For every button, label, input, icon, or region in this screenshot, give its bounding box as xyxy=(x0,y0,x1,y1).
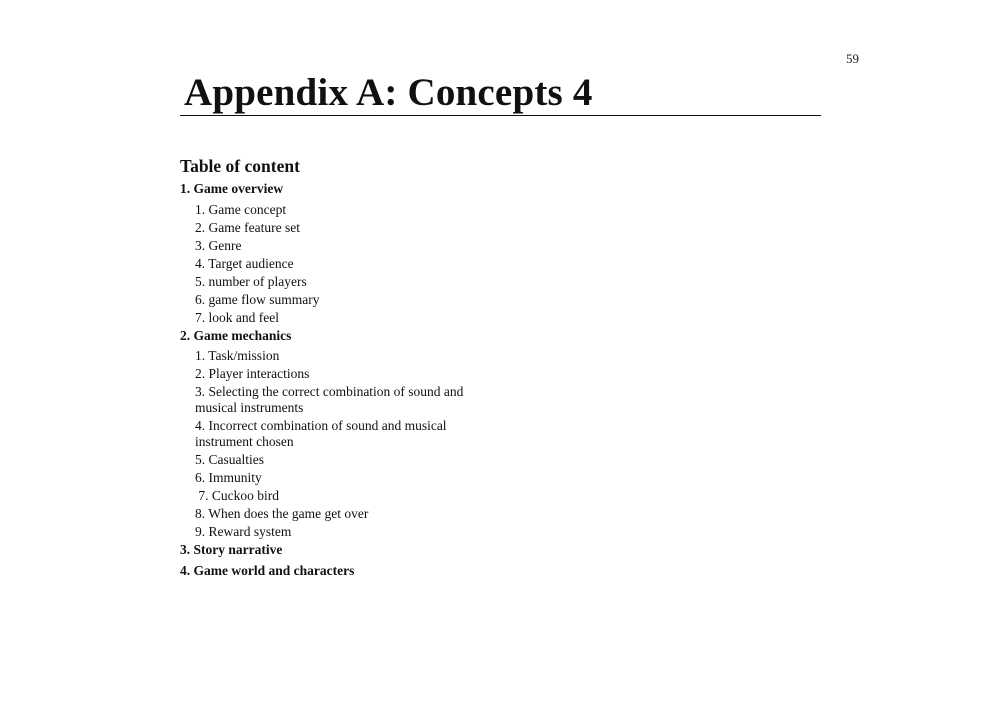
toc-heading: Table of content xyxy=(180,156,300,176)
toc-item: 1. Task/mission xyxy=(195,348,280,363)
toc-section-story-narrative: 3. Story narrative xyxy=(180,542,283,557)
page-title: Appendix A: Concepts 4 xyxy=(184,71,593,114)
toc-item: 1. Game concept xyxy=(195,202,287,217)
toc-item: 7. Cuckoo bird xyxy=(195,488,279,503)
toc-item: 6. game flow summary xyxy=(195,292,320,307)
toc-item: 4. Target audience xyxy=(195,256,294,271)
toc-item: 5. Casualties xyxy=(195,452,264,467)
toc-section-game-mechanics: 2. Game mechanics xyxy=(180,328,292,343)
toc-item: 7. look and feel xyxy=(195,310,279,325)
toc-item: 9. Reward system xyxy=(195,524,292,539)
toc-item: 8. When does the game get over xyxy=(195,506,369,521)
toc-item: 5. number of players xyxy=(195,274,307,289)
toc-item: 6. Immunity xyxy=(195,470,262,485)
toc-section-game-world: 4. Game world and characters xyxy=(180,563,355,578)
page-number: 59 xyxy=(846,51,859,66)
toc-item: 3. Genre xyxy=(195,238,242,253)
toc-item: 4. Incorrect combination of sound and musical instrument chosen xyxy=(195,418,447,449)
toc-item: 2. Game feature set xyxy=(195,220,300,235)
title-rule xyxy=(180,115,821,116)
toc-section-game-overview: 1. Game overview xyxy=(180,181,284,196)
toc-item: 3. Selecting the correct combination of sound and musical instruments xyxy=(195,384,464,415)
toc-item: 2. Player interactions xyxy=(195,366,310,381)
